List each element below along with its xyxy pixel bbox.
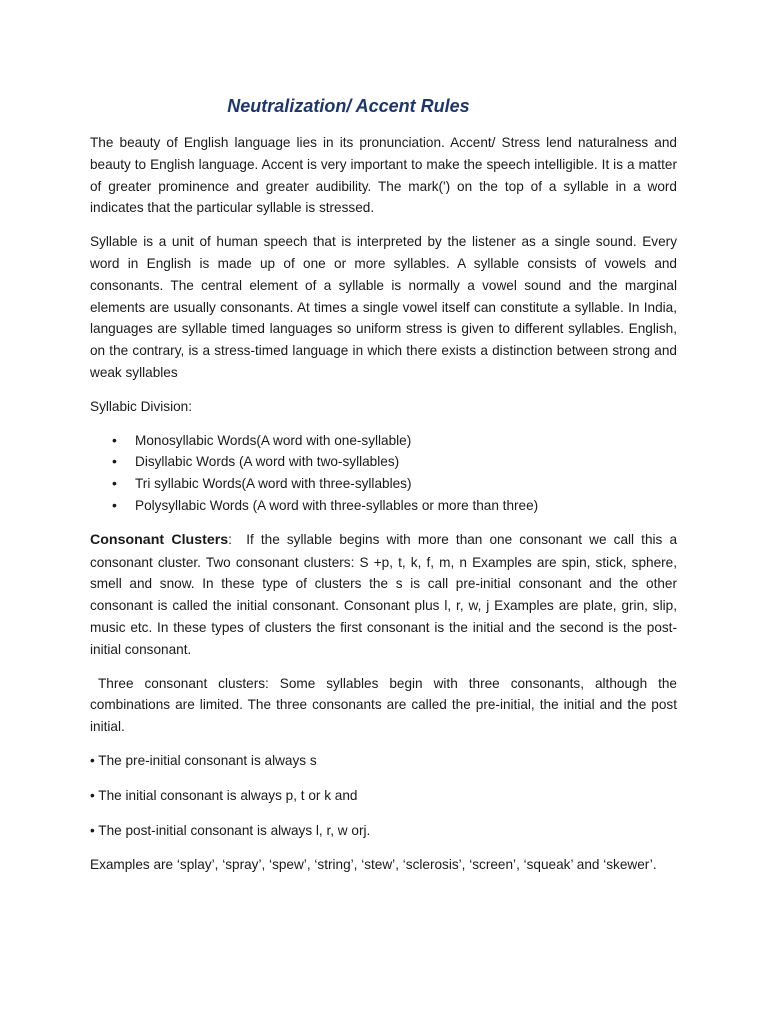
syllabic-division-list [90,430,677,517]
list-item-text: Disyllabic Words (A word with two-syllables) [135,454,400,470]
list-item-text: Polysyllabic Words (A word with three-syllables or more than three) [135,497,539,513]
examples-line: Examples are ‘splay’, ‘spray’, ‘spew’, ‘string’, ‘stew’, ‘sclerosis’, ‘screen’, ‘squeak’ and ‘skewer’. [90,857,657,873]
intro-paragraph: The beauty of English language lies in its pronunciation. Accent/ Stress lend naturalness and beauty to English language. Accent is very important to make the speech intelligible. It is a matter of greater prominence and greater audibility. The mark(') on the top of a syllable in a word indicates that the particular syllable is stressed. [90,135,677,216]
list-item-text: Tri syllabic Words(A word with three-syllables) [135,476,412,492]
bullet-icon: • [112,453,117,470]
list-item [90,473,677,495]
consonant-clusters-term: Consonant Clusters [90,531,229,548]
rule-post-initial: • The post-initial consonant is always l, r, w orj. [90,822,371,838]
three-clusters-paragraph: Three consonant clusters: Some syllables begin with three consonants, although the combinations are limited. The three consonants are called the pre-initial, the initial and the post initial. [90,675,677,735]
syllabic-division-label: Syllabic Division: [90,398,192,414]
list-item-text: Monosyllabic Words(A word with one-syllable) [135,432,412,448]
consonant-clusters-paragraph [90,529,677,661]
list-item [90,430,677,452]
bullet-icon: • [112,496,117,513]
document-title: Neutralization/ Accent Rules [227,96,470,116]
bullet-icon: • [112,431,117,448]
consonant-clusters-text: If the syllable begins with more than one consonant we call this a consonant cluster. Two consonant clusters: S +p, t, k, f, m, n Examples are spin, stick, sphere, smell and snow. In these type of clusters the s is call pre-initial consonant and the other consonant is called the initial consonant. Consonant plus l, r, w, j Examples are plate, grin, slip, music etc. In these types of clusters the first consonant is the initial and the second is the post-initial consonant. [90,531,678,657]
list-item [90,451,677,473]
document-page [90,88,677,876]
list-item [90,495,677,517]
syllable-paragraph: Syllable is a unit of human speech that is interpreted by the listener as a single sound. Every word in English is made up of one or more syllables. A syllable consists of vowels and consonants. The central element of a syllable is normally a vowel sound and the marginal elements are usually consonants. At times a single vowel itself can constitute a syllable. In India, languages are syllable timed languages so uniform stress is given to different syllables. English, on the contrary, is a stress-timed language in which there exists a distinction between strong and weak syllables [90,234,677,380]
consonant-clusters-colon: : [228,531,232,547]
rule-pre-initial: • The pre-initial consonant is always s [90,752,317,768]
rule-initial: • The initial consonant is always p, t or k and [90,787,358,803]
bullet-icon: • [112,475,117,492]
